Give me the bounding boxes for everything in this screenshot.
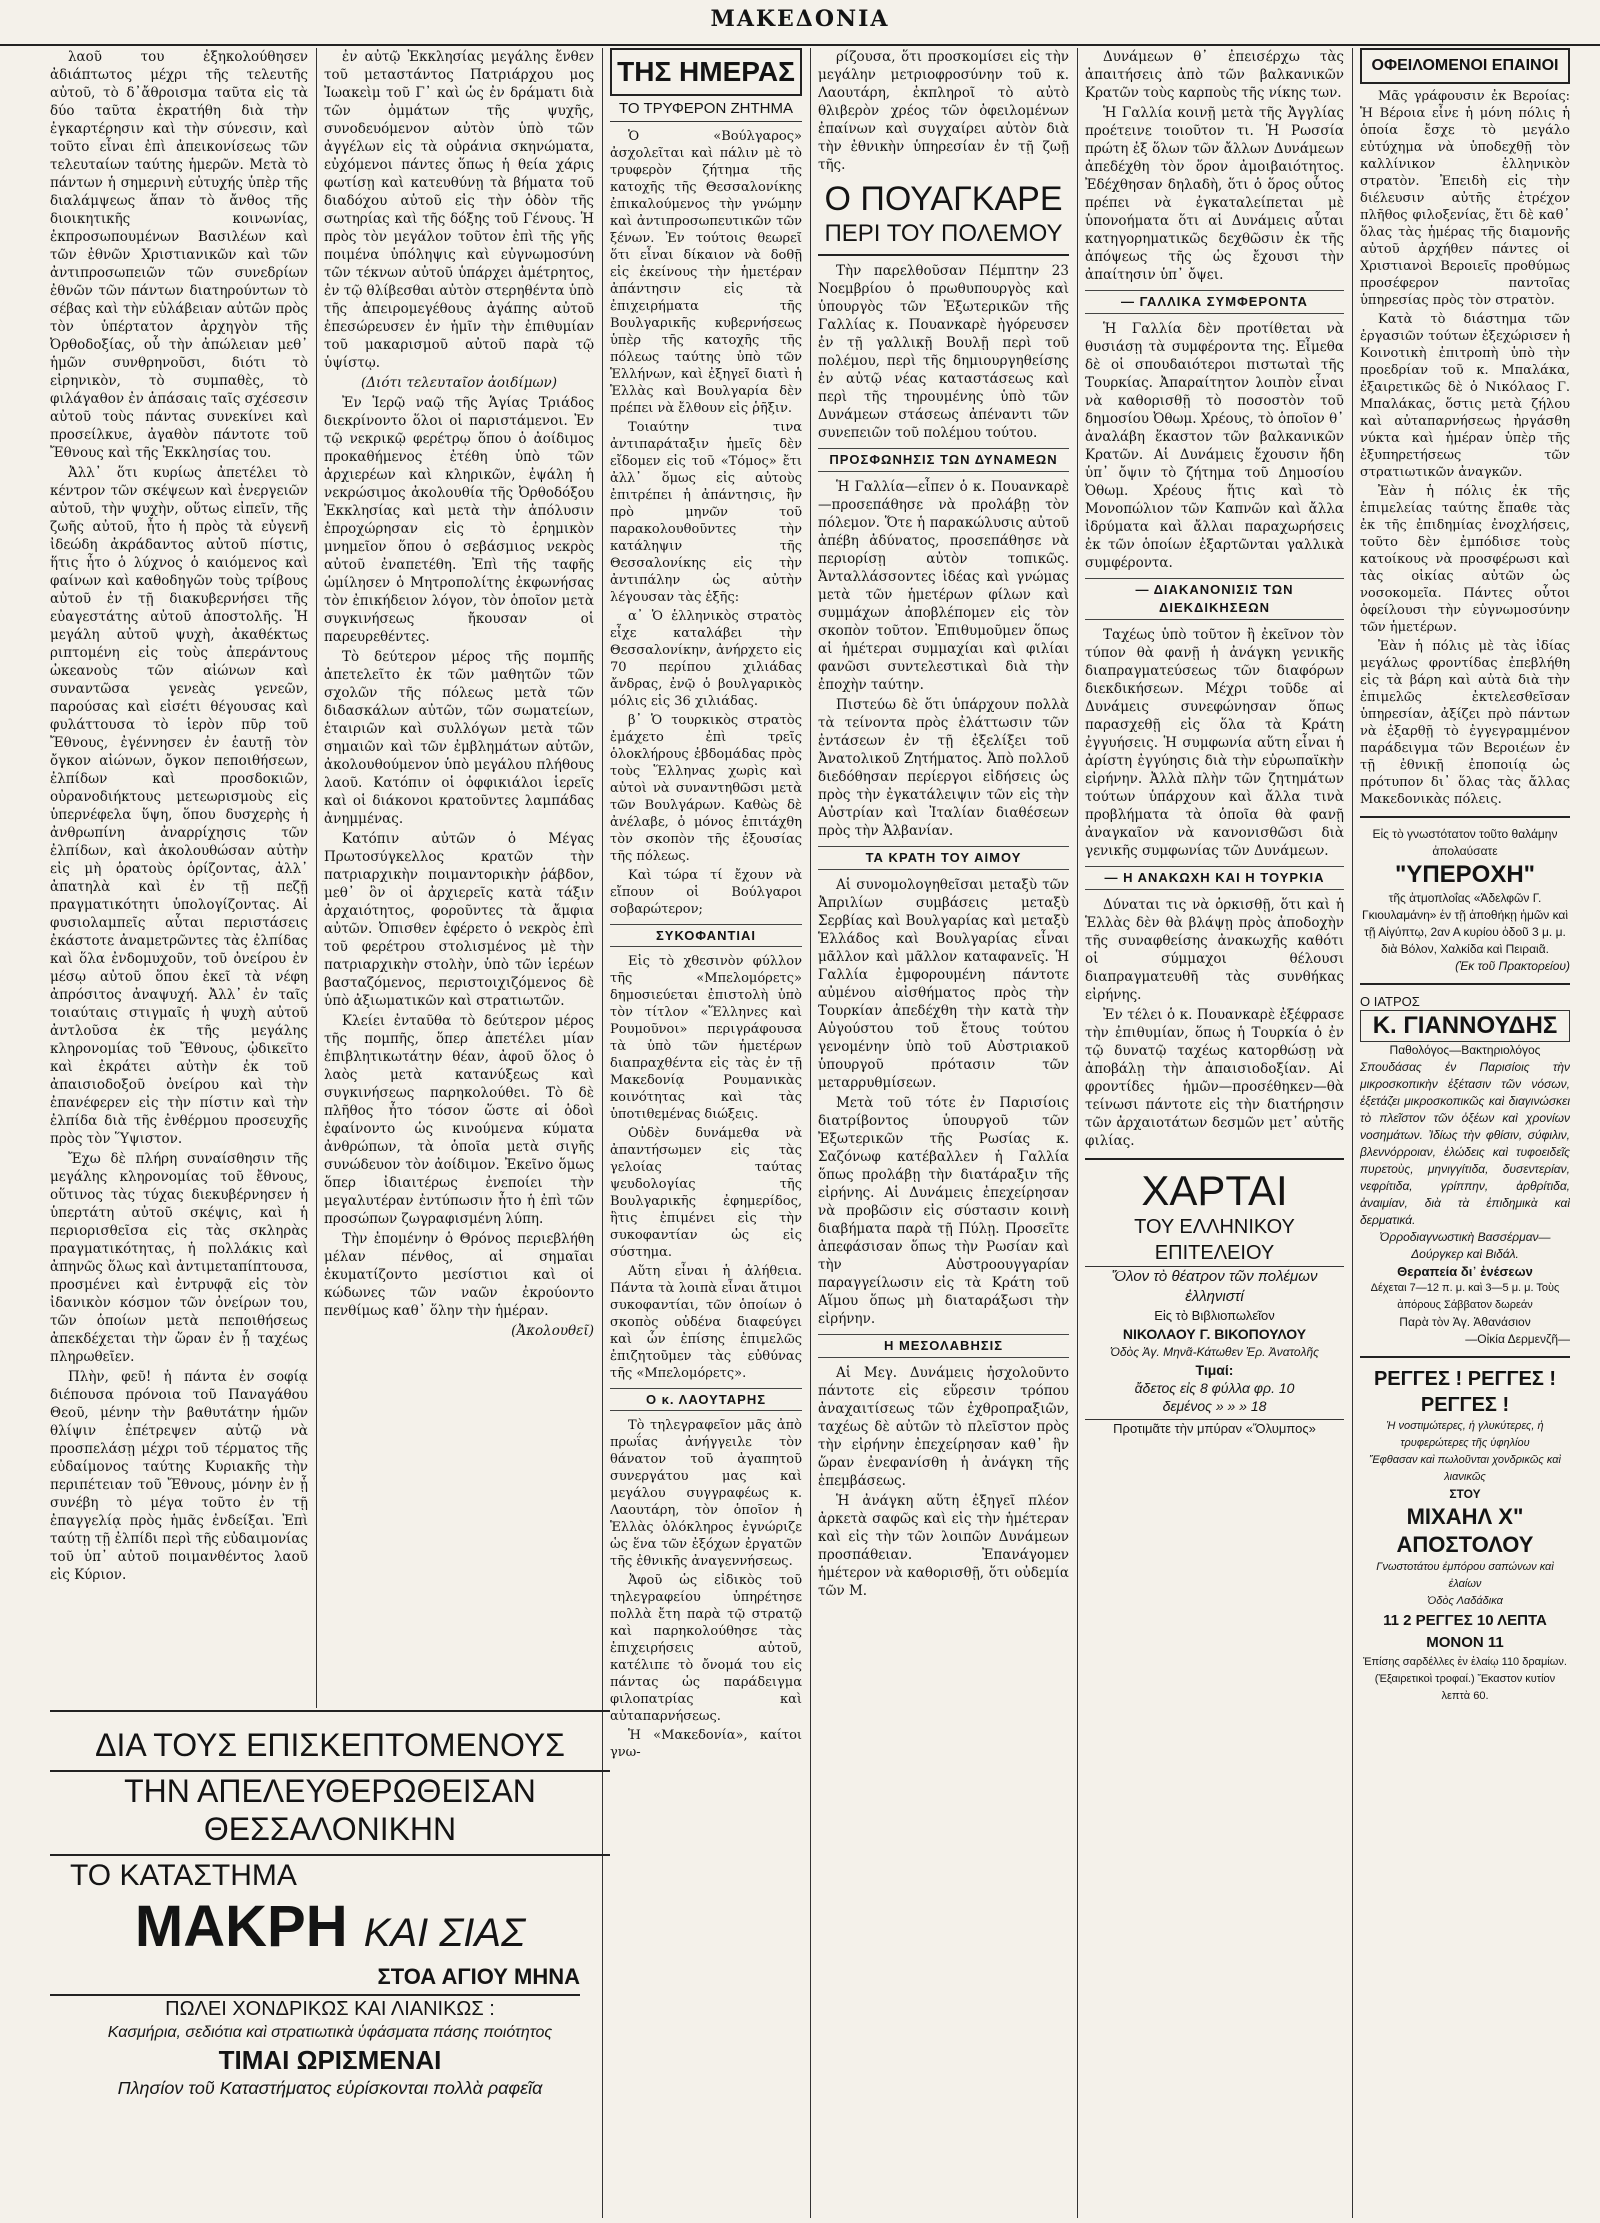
article-paragraph: α᾽ Ὁ ἑλληνικὸς στρατὸς εἶχε καταλάβει τὴν Θεσσαλονίκην, ἀνήρχετο εἰς 70 περίπου χιλιάδας ἄνδρας, ἐνῷ ὁ βουλγαρικὸς μόλις εἰς 36 χιλιάδας. bbox=[610, 609, 802, 709]
article-paragraph: Τοιαύτην τινα ἀντιπαράταξιν ἡμεῖς δὲν εἴδομεν εἰς τοῦ «Τόμος» ἔτι ἀλλ᾽ ὅμως εἰς αὐτοὺς ἐπιτρέπει ἡ ἀπάντησις, ἣν πρὸ μηνῶν τοῦ παρακολουθοῦντες τὴν κατάληψιν τῆς Θεσσαλονίκης εἰς τὴν ἀντιπάλην ὡς αὐτὴν λέγουσαν τὰς ἑξῆς: bbox=[610, 420, 802, 605]
notice-signature: (Ἐκ τοῦ Πρακτορείου) bbox=[1455, 959, 1570, 973]
divider bbox=[1085, 1158, 1344, 1160]
column-1-article bbox=[50, 48, 308, 1708]
section-heading: Ο κ. ΛΑΟΥΤΑΡΗΣ bbox=[610, 1388, 802, 1411]
divider bbox=[1360, 1356, 1570, 1358]
continued-note: (Ἀκολουθεῖ) bbox=[511, 1323, 594, 1339]
article-paragraph: Ἔχω δὲ πλήρη συναίσθησιν τῆς μεγάλης κληρονομίας τοῦ ἔθνους, οὕτινος τὰς τύχας διεκυβέρνησεν ἡ ὑπερτάτη αὐτοῦ σκέψις, καὶ ἡ περιορισθεῖσα εἰς τὰς σκληρὰς πραγματικότητας, ἡ πολλάκις καὶ ἀπηνῶς ὅλως καὶ ἀντιμεταπίπτουσα, προσμένει καὶ ἐντρυφᾷ εἰς τὸν ἰδανικὸν κόσμον τῶν ὀνείρων του, τῶν ὁποίων μετὰ πεποιθήσεως ἀπεκδέχεται τὴν ὥραν ἐν ᾗ ταχέως πληρωθεῖεν. bbox=[50, 1151, 308, 1365]
article-paragraph: Ὁ «Βούλγαρος» ἀσχολεῖται καὶ πάλιν μὲ τὸ τρυφερὸν ζήτημα τῆς κατοχῆς τῆς Θεσσαλονίκης ἐπικαλούμενος τὴν γνώμην καὶ ἀντιπροσωπευτικῶν τῶν ξένων. Ἐν τούτοις θεωρεῖ ὅτι εἶναι δίκαιον νὰ δοθῇ εἰς ἐκείνους τὴν ἡμετέραν ἀπάντησιν εἰς τὰ ἐπιχειρήματα τῆς Βουλγαρικῆς κυβερνήσεως ὑπὲρ τῆς κατοχῆς τῆς πόλεως ταύτης ὑπὸ τῶν Ἑλλήνων, καὶ ἐξηγεῖ διατὶ ἡ Ἑλλὰς καὶ Βουλγαρία δὲν πρέπει νὰ ἔλθουν εἰς ῥῆξιν. bbox=[610, 129, 802, 416]
article-paragraph: Ἐν τέλει ὁ κ. Πουανκαρὲ ἐξέφρασε τὴν ἐπιθυμίαν, ὅπως ἡ Τουρκία ὁ ἐν τῷ δυνατῷ ταχέως κατορθώσῃ νὰ ἀποβάλῃ τὴν ἀπαισιοδοξίαν. Αἱ φροντίδες ἡμῶν—προσέθηκεν—θὰ τείνωσι πάντοτε εἰς τὴν διατήρησιν τῶν ἀρχαιοτάτων δεσμῶν μετ᾽ αὐτῆς φιλίας. bbox=[1085, 1007, 1344, 1149]
article-paragraph: λαοῦ του ἐξηκολούθησεν ἀδιάπτωτος μέχρι τῆς τελευτῆς αὐτοῦ, τὸ δ᾽ἄθροισμα ταῦτα εἰς τὰ δύο ταῦτα ἐκρατήθη διὰ τὴν ἐγκαρτέρησιν καὶ τὴν σύνεσιν, καὶ τοῦτο εἶναι ἐπὶ ἀπεικονίσεως τῶν τελευταίων ταύτης ἡμερῶν. Μετὰ τὸ πάντων ἡ σημερινὴ εὐτυχής ὑπὲρ τῆς διαλάμψεως ἅπαν τὸ ἄνθος τῆς διοικητικῆς κοινωνίας, ἐκπροσωπουμένων Βασιλέων καὶ τῶν ἐθνῶν Χριστιανικῶν καὶ τῶν ἀντιπροσωπειῶν τῶν συνεδρίων ἐθνῶν τῶν πάντων διατηρούντων τὸ σέβας καὶ τὴν εὐλάβειαν αὐτῶν πρὸς τὸν ὑπέρτατον ἀρχηγὸν τῆς Ὀρθοδοξίας, οὗ τὴν ἀπώλειαν μεθ᾽ ἡμῶν συνθρηνοῦσι, διότι τὸ εἰρηνικὸν, τὸ συμπαθὲς, τὸ φιλάγαθον ἐν ἁπάσαις ταῖς σχέσεσιν αὐτοῦ τοὺς πάντας συνεκίνει καὶ προσείλκυε, ἀγαθὸν πάντοτε τοῦ Ἔθνους καὶ τῆς Ἐκκλησίας του. bbox=[50, 49, 308, 461]
article-paragraph: Ἐὰν ἡ πόλις ἐκ τῆς ἐπιμελείας ταύτης ἔπαθε τὰς ἐκ τῆς ἐπιδημίας ἐνοχλήσεις, τοῦτο δὲν ἐμπόδισε τοὺς κατοίκους νὰ προσφέρωσι καὶ τὰς οἰκίας αὐτῶν ὡς νοσοκομεῖα. Πάντες οὗτοι ὀφείλουσι τὴν εὐγνωμοσύνην τῶν ἡμετέρων. bbox=[1360, 484, 1570, 635]
advert-address: ΣΤΟΑ ΑΓΙΟΥ ΜΗΝΑ bbox=[50, 1964, 580, 1996]
column-4-article bbox=[818, 48, 1069, 2218]
section-heading: ΤΑ ΚΡΑΤΗ ΤΟΥ ΑΙΜΟΥ bbox=[818, 846, 1069, 870]
article-paragraph: Ταχέως ὑπὸ τοῦτον ἢ ἐκεῖνον τὸν τύπον θὰ φανῇ ἡ ἀνάγκη γενικῆς διαπραγματεύσεως τῶν διαφόρων διεκδικήσεων. Μέχρι τοῦδε αἱ Δυνάμεις συνεφώνησαν ὅπως παρασχεθῇ εἰς ὅλα τὰ Κράτη ἐγγυήσεις. Ἡ συμφωνία αὕτη εἶναι ἡ ἀρίστη ἐγγύησις διὰ τὴν εὐρωπαϊκὴν εἰρήνην. Ἀλλὰ πλὴν τῶν ζητημάτων τούτων ὑπάρχουν καὶ ἄλλα τινὰ προβλήματα τὰ ὁποῖα θὰ φανῇ ἀναγκαῖον νὰ κανονισθῶσι διὰ γενικῆς συμφωνίας τῶν Δυνάμεων. bbox=[1085, 627, 1344, 859]
divider bbox=[1360, 983, 1570, 985]
article-paragraph: Ἡ ἀνάγκη αὕτη ἐξηγεῖ πλέον ἀρκετὰ σαφῶς καὶ εἰς τὴν ἡμέτεραν καὶ εἰς τὴν τῶν λοιπῶν Δυνάμεων προσπάθειαν. Ἐπανάγομεν ἡμέτερον νὰ καθορισθῇ, ὅτι οὐδεμία τῶν Μ. bbox=[818, 1493, 1069, 1599]
doctor-specialty: Παθολόγος—Βακτηριολόγος bbox=[1389, 1043, 1541, 1057]
article-paragraph: β᾽ Ὁ τουρκικὸς στρατὸς ἐμάχετο ἐπὶ τρεῖς ὁλοκλήρους ἑβδομάδας πρὸς τοὺς Ἕλληνας χωρὶς καὶ αὐτοὶ νὰ συναντηθῶσι μετὰ τῶν Βουλγάρων. Καθὼς δὲ ἀνέλαβε, ὁ μόνος ἐπιτάχθη τὸν σκοπὸν τῆς ἐξουσίας τῆς πόλεως. bbox=[610, 713, 802, 864]
article-paragraph: Ἐὰν ἡ πόλις μὲ τὰς ἰδίας μεγάλως φροντίδας ἐπεβλήθη εἰς τὰ βάρη καὶ αὐτὰ διὰ τὴν ἐπιμελῶς ἐκτελεσθεῖσαν ὑπηρεσίαν, ἀξίζει πρὸ πάντων νὰ ἐξαρθῇ τὸ ἐγγεγραμμένον παράδειγμα τῶν Βεροιέων ἐν τῇ ἐθνικῇ ἐποποιίᾳ ὡς πρότυπον δι᾽ ὅλας τὰς ἄλλας Μακεδονικὰς πόλεις. bbox=[1360, 639, 1570, 807]
doctor-name: Κ. ΓΙΑΝΝΟΥΔΗΣ bbox=[1360, 1010, 1570, 1042]
article-paragraph: Μετὰ τοῦ τότε ἐν Παρισίοις διατρίβοντος ὑπουργοῦ τῶν Ἐξωτερικῶν τῆς Ρωσίας κ. Σαζόνωφ κατέβαλλεν ἡ Γαλλία ὅπως προλάβῃ τὴν διατάραξιν τῆς εἰρήνης. Αἱ Δυνάμεις ἐπεχείρησαν νὰ προβῶσιν εἰς σύστασιν κοινὴ διαβήματα παρὰ τῇ Πύλῃ. Προσεῖτε ἀπεφάσισαν ὅπως τὴν Ρωσίαν καὶ τὴν Αὐστροουγγαρίαν παραγγείλωσιν εἰς τὰ Κράτη τοῦ Αἵμου ὅπως μὴ διαταράξωσι τὴν εἰρήνην. bbox=[818, 1095, 1069, 1327]
headline: Ο ΠΟΥΑΓΚΑΡΕ bbox=[824, 180, 1063, 218]
section-heading: — Η ΑΝΑΚΩΧΗ ΚΑΙ Η ΤΟΥΡΚΙΑ bbox=[1085, 866, 1344, 890]
advert-line: ΤΙΜΑΙ ΩΡΙΣΜΕΝΑΙ bbox=[218, 2045, 442, 2075]
section-heading: Η ΜΕΣΟΛΑΒΗΣΙΣ bbox=[818, 1334, 1069, 1358]
advert-line: ΤΟ ΚΑΤΑΣΤΗΜΑ bbox=[70, 1859, 297, 1892]
doctor-address: —Οἰκία Δερμενζῆ— bbox=[1465, 1332, 1570, 1346]
advert-line: Γνωστοτάτου ἐμπόρου σαπώνων καὶ ἐλαίων bbox=[1376, 1561, 1554, 1590]
advert-store-name bbox=[50, 1896, 610, 1964]
ship-notice bbox=[1360, 826, 1570, 975]
doctor-advert bbox=[1360, 993, 1570, 1348]
store-name-suffix: ΚΑΙ ΣΙΑΣ bbox=[363, 1911, 526, 1955]
article-paragraph: Εἰς τὸ χθεσινὸν φύλλον τῆς «Μπελομόρετς» δημοσιεύεται ἐπιστολὴ ὑπὸ τὸν τίτλον «Ἕλληνες καὶ Ρουμοῦνοι» περιγράφουσα τὰ ὑπὸ τῶν ἡμετέρων διαπραχθέντα εἰς τὰς ἐν τῇ Μακεδονίᾳ Ρουμανικὰς κοινότητας καὶ τὰς ὑποτιθεμένας διώξεις. bbox=[610, 954, 802, 1122]
advert-line: Προτιμᾶτε τὴν μπύραν «Ὄλυμπος» bbox=[1085, 1419, 1344, 1438]
advert-line: Ἐπίσης σαρδέλλες ἐν ἐλαίῳ 110 δραμίων. (Ἐξαιρετικοὶ τροφαί.) Ἕκαστον κυτίον λεπτὰ 60. bbox=[1363, 1656, 1567, 1702]
section-box-title: ΟΦΕΙΛΟΜΕΝΟΙ ΕΠΑΙΝΟΙ bbox=[1360, 48, 1570, 84]
article-paragraph: Κλείει ἐνταῦθα τὸ δεύτερον μέρος τῆς πομπῆς, ὅπερ ἀπετέλει μίαν ἐπιβλητικωτάτην θέαν, ἀφοῦ ὅλος ὁ λαὸς μετὰ κατανύξεως καὶ συγκινήσεως παρηκολούθει. Τὸ δὲ πλῆθος ἦτο τόσον ὥστε αἱ ὁδοὶ ἐφαίνοντο ὡς κινούμενα κύματα ἀνθρώπων, τὰ ὁποῖα μετὰ σιγῆς συνώδευον τὸν ἀοίδιμον. Ἐκεῖνο ὅμως ὅπερ ἰδιαιτέρως ἐνεποίει τὴν μεγαλυτέραν ἐντύπωσιν ἦτο ἡ ἐπὶ τῶν προσώπων ζωγραφισμένη λύπη. bbox=[324, 1013, 594, 1227]
divider bbox=[1360, 816, 1570, 818]
article-paragraph: Ἀλλ᾽ ὅτι κυρίως ἀπετέλει τὸ κέντρον τῶν σκέψεων καὶ ἐνεργειῶν αὐτοῦ, τὴν ψυχὴν, οὕτως εἰπεῖν, τῆς ζωῆς αὐτοῦ, ἦτο ἡ πρὸς τὰ εὐγενῆ ἰδεώδη ἀκράδαντος αὐτοῦ πίστις, ἥτις ἦτο ὁ λύχνος ὁ καιόμενος καὶ φαίνων καὶ καθοδηγῶν τοὺς τρίβους αὐτοῦ ἐν τῇ διακυβερνήσει τῆς εὐαγεστάτης αὐτοῦ ἀποστολῆς. Ἡ μεγάλη αὐτοῦ ψυχὴ, ἀκαθέκτως ριπτομένη εἰς τοὺς ἀπεράντους ὠκεανοὺς τῶν αἰώνων καὶ συναντῶσα γενεὰς γενεῶν, παρούσας καὶ εἰσέτι θέγουσας καὶ φυλάττουσα τὸ ἱερὸν πῦρ τοῦ Ἔθνους, ἐγέννησεν ἐν ἑαυτῇ τὸν ὄγκον αἰώνων, ὄγκον πεποιθήσεων, ἐλπίδων καὶ προσδοκιῶν, οὐρανοδιήκτους μετεωρισμοὺς εἰς ὑπερνέφελα ὕψη, ὅπου δυσχερὴς ἡ ἀνθρωπίνη ἀναρρίχησις τῶν ἐλπίδων, καὶ ἀκολουθώσαν αὐτὴν εἰς μὴ ὁρατοὺς ὁρίζοντας, ἀλλ᾽ ἀπατηλὰ καὶ ἐν τῇ πεζῇ πραγματικότητι ὑπολογίζοντας. Αἱ φυσιολαμπεῖς αὗται περιστάσεις ἐκάστοτε ἀναμετρῶντες τὰς ἐλπίδας καὶ ὅλα ἐνδομυχοῦν, τοῦ ὀνείρου ἐν μέσῳ αὐτοῦ ὅπου ἐκεῖ τὰ νέφη ἀπρόσιτος ἀναψυχή. Ἀλλ᾽ ἐν ταῖς τοιαύταις στιγμαῖς ἡ ψυχὴ αὐτοῦ ἀντλοῦσα ἐκ τῆς μεγάλης κληρονομίας τοῦ Ἔθνους, ᾠδικεῖτο καὶ ἐκράτει αὐτὴν ἐκ τοῦ ἀπαισιοδοξοῦ ὀνείρου καὶ τὴν ἐπανέφερεν εἰς τὴν πίστιν καὶ τὴν ἐλπίδα διὰ τῆς ἐνθέρμου προσευχῆς πρὸς τὸν Ὕψιστον. bbox=[50, 465, 308, 1147]
advert-line: Κασμήρια, σεδιότια καὶ στρατιωτικὰ ὑφάσματα πάσης ποιότητος bbox=[107, 2024, 553, 2041]
advert-line: Ἡ νοστιμώτερες, ἡ γλυκύτερες, ἡ τρυφερώτερες τῆς ὑφηλίου bbox=[1386, 1420, 1544, 1449]
article-paragraph: Δύναται τις νὰ ὁρκισθῇ, ὅτι καὶ ἡ Ἑλλὰς δὲν θὰ βλάψῃ πρὸς ἀποδοχὴν τῆς συναφθείσης ἀνακωχῆς καθότι οἱ σύμμαχοι θέλουσι διαπραγματευθῆ τὰς συνθήκας εἰρήνης. bbox=[1085, 897, 1344, 1003]
advert-line: ἄδετος εἰς 8 φύλλα φρ. 10 bbox=[1134, 1380, 1295, 1396]
notice-line: Εἰς τὸ γνωστότατον τοῦτο θαλάμην ἀπολαύσατε bbox=[1372, 827, 1558, 858]
article-paragraph: Μᾶς γράφουσιν ἐκ Βεροίας: Ἡ Βέροια εἶνε ἡ μόνη πόλις ἡ ὁποία ἔσχε τὸ μεγάλο εὐτύχημα νὰ ὑποδεχθῇ τὸν καλλίνικον ἑλληνικὸν στρατὸν. Ἐπειδὴ εἰς τὴν διέλευσιν αὐτῆς ἐτρέχον πλῆθος φιλοξενίας, ἔτι δὲ καθ᾽ ὅλας τὰς ἡμέρας τῆς διαμονῆς αὐτοῦ ἀρχήθεν πάντες οἱ Χριστιανοὶ Βεροιεῖς προθύμως προσέφερον παντοῖας ὑπηρεσίας πρὸς τὸν στρατὸν. bbox=[1360, 89, 1570, 308]
article-paragraph: Ἐν Ἱερῷ ναῷ τῆς Ἁγίας Τριάδος διεκρίνοντο ὅλοι οἱ παριστάμενοι. Ἐν τῷ νεκρικῷ φερέτρῳ ὅπου ὁ ἀοίδιμος προκαθήμενος ἐτέθη ὑπὸ τῶν ἀρχιερέων καὶ κληρικῶν, ἐψάλη ἡ νεκρώσιμος ἀκολουθία τῆς Ὀρθοδόξου Ἐκκλησίας καὶ μετὰ τὴν ἀπόλυσιν ἐπροχώρησαν εἰς τὸ ἐρημικὸν μνημεῖον ὅπου ὁ σεβάσμιος νεκρὸς αὐτοῦ ἐναπετέθη. Ἐπὶ τῆς ταφῆς ὡμίλησεν ὁ Μητροπολίτης ἐκφωνήσας τὸν ἐπικήδειον λόγον, τὸν ὁποῖον μετὰ συγκινήσεως ἤκουσαν οἱ παρευρεθέντες. bbox=[324, 395, 594, 645]
advert-line: Ὅλον τὸ θέατρον τῶν πολέμων ἐλληνιστί bbox=[1111, 1268, 1318, 1305]
column-rule bbox=[810, 48, 811, 2218]
herring-advert bbox=[1360, 1366, 1570, 1705]
makri-store-advert bbox=[50, 1710, 610, 2152]
advert-line: Εἰς τὸ Βιβλιοπωλεῖον bbox=[1154, 1308, 1275, 1323]
column-5-article bbox=[1085, 48, 1344, 2218]
column-rule bbox=[316, 48, 317, 1708]
column-6-article bbox=[1360, 48, 1570, 2218]
article-paragraph: Οὐδὲν δυνάμεθα νὰ ἀπαντήσωμεν εἰς τὰς γελοίας ταύτας ψευδολογίας τῆς Βουλγαρικῆς ἐφημερίδος, ἣτις ἐπιμένει εἰς τὴν συκοφαντίαν ὡς εἰς σύστημα. bbox=[610, 1126, 802, 1260]
article-paragraph: Πιστεύω δὲ ὅτι ὑπάρχουν πολλὰ τὰ τείνοντα πρὸς ἐλάττωσιν τῶν ἐντάσεων ἐν τῇ ἐξελίξει τοῦ Ἀνατολικοῦ Ζητήματος. Ἀπὸ πολλοῦ διεδόθησαν περίεργοι εἰδήσεις ὡς πρὸς τὴν ἐγκατάλειψιν τῶν εἰς τὴν Αὐστρίαν καὶ Ἰταλίαν διαθέσεων πρὸς τὴν Ἀλβανίαν. bbox=[818, 697, 1069, 839]
advert-line: ΔΙΑ ΤΟΥΣ ΕΠΙΣΚΕΠΤΟΜΕΝΟΥΣ bbox=[50, 1726, 610, 1772]
column-2-article bbox=[324, 48, 594, 1708]
article-paragraph: Τὴν παρελθοῦσαν Πέμπτην 23 Νοεμβρίου ὁ πρωθυπουργὸς καὶ ὑπουργὸς τῶν Ἐξωτερικῶν τῆς Γαλλίας κ. Πουανκαρὲ ἠγόρευσεν ἐν τῇ γαλλικῇ Βουλῇ περὶ τοῦ πολέμου, περὶ τῆς δημιουργηθείσης ἐν αὐτῷ νέας καταστάσεως καὶ περὶ τῆς τηρουμένης ὑπὸ τῶν Δυνάμεων στάσεως ἀπέναντι τῶν συνεπειῶν τοῦ πολέμου τούτου. bbox=[818, 263, 1069, 441]
section-heading: ΣΥΚΟΦΑΝΤΙΑΙ bbox=[610, 924, 802, 947]
store-name: ΜΑΚΡΗ bbox=[134, 1894, 348, 1959]
merchant-name: ΜΙΧΑΗΛ Χ" ΑΠΟΣΤΟΛΟΥ bbox=[1396, 1504, 1534, 1557]
advert-line: ΠΩΛΕΙ ΧΟΝΔΡΙΚΩΣ ΚΑΙ ΛΙΑΝΙΚΩΣ : bbox=[165, 1998, 495, 2020]
section-heading: — ΓΑΛΛΙΚΑ ΣΥΜΦΕΡΟΝΤΑ bbox=[1085, 290, 1344, 314]
section-heading: ΠΡΟΣΦΩΝΗΣΙΣ ΤΩΝ ΔΥΝΑΜΕΩΝ bbox=[818, 448, 1069, 472]
section-subtitle: ΤΟ ΤΡΥΦΕΡΟΝ ΖΗΤΗΜΑ bbox=[610, 100, 802, 122]
advert-line: Πλησίον τοῦ Καταστήματος εὑρίσκονται πολλὰ ραφεῖα bbox=[117, 2078, 543, 2098]
article-paragraph: Ἡ Γαλλία κοινῇ μετὰ τῆς Ἀγγλίας προέτεινε τοιοῦτον τι. Ἡ Ρωσσία πρώτη ἐξ ὅλων τῶν ἄλλων Δυνάμεων ἀπεδέχθη τὸν ὅρον ἀμοιβαιότητος. Ἐδέχθησαν δηλαδὴ, ὅτι ὁ ὅρος οὗτος πρέπει νὰ ἐγκαταλείπεται μὲ ὑπονοήματα ὅτι αἱ Δυνάμεις αὗται κατηγορηματικῶς δεχθῶσιν ἐκ τῆς ἀπόψεως τῆς ὡς ἔχουσι τὴν ἀπαίτησιν ὑπ᾽ ὄψει. bbox=[1085, 105, 1344, 283]
advert-line: Ἔφθασαν καὶ πωλοῦνται χονδρικῶς καὶ λιανικῶς bbox=[1369, 1454, 1561, 1483]
newspaper-masthead bbox=[0, 0, 1600, 46]
doctor-text: Σπουδάσας ἐν Παρισίοις τὴν μικροσκοπικὴν ἐξέτασιν τῶν νόσων, ἐξετάζει μικροσκοπικῶς καὶ διαγινώσκει τὸ πλεῖστον τῶν ὀξέων καὶ χρονίων νοσημάτων. Ἰδίως τὴν φθίσιν, σύφιλιν, βλεννόρροιαν, ἑλώδεις καὶ τυφοειδεῖς πυρετοὺς, μηνιγγίτιδα, δυσεντερίαν, νεφρίτιδα, γρίππην, ἀρθρίτιδα, ἀναιμίαν, διὰ τὰ ἐπιδημικὰ καὶ δερματικά. bbox=[1360, 1060, 1570, 1227]
headline-subtitle: ΠΕΡΙ ΤΟΥ ΠΟΛΕΜΟΥ bbox=[818, 220, 1069, 256]
masthead-title: ΜΑΚΕΔΟΝΙΑ bbox=[710, 6, 890, 32]
advert-line: δεμένος » » » 18 bbox=[1162, 1398, 1267, 1414]
section-box-title: ΤΗΣ ΗΜΕΡΑΣ bbox=[610, 48, 802, 96]
ship-name: "ΥΠΕΡΟΧΗ" bbox=[1394, 861, 1536, 888]
advert-line: Ὁδὸς Λαδάδικα bbox=[1427, 1595, 1503, 1607]
article-paragraph: Ἡ Γαλλία—εἶπεν ὁ κ. Πουανκαρὲ—προσεπάθησε νὰ προλάβῃ τὸν πόλεμον. Ὅτε ἡ παρακώλυσις αὐτοῦ ἀπέβη ἀδύνατος, προσεπάθησε νὰ περιορίσῃ αὐτὸν τοπικῶς. Ἀνταλλάσσοντες ἰδέας καὶ γνώμας μετὰ τῶν ἡμετέρων φίλων καὶ συμμάχων ἀποβλέπομεν εἰς τὸν σκοπὸν τοῦτον. Ἐπιθυμοῦμεν ὅπως αἱ ἡμέτεραι συμμαχίαι καὶ φιλίαι φανῶσι συντελεστικαὶ διὰ τὴν ἐποχὴν ταύτην. bbox=[818, 479, 1069, 693]
column-rule bbox=[1352, 48, 1353, 2218]
maps-advert bbox=[1085, 1168, 1344, 1438]
advert-title: ΧΑΡΤΑΙ bbox=[1141, 1167, 1288, 1214]
article-paragraph: Κατόπιν αὐτῶν ὁ Μέγας Πρωτοσύγκελλος κρατῶν τὴν πατριαρχικὴν ποιμαντορικὴν ῥάβδον, μεθ᾽ ὃν οἱ ἀρχιερεῖς κατὰ τάξιν ἀρχαιότητος, φοροῦντες τὰ ἄμφια αὐτῶν. Ὀπισθεν ἐφέρετο ὁ νεκρὸς ἐπὶ τοῦ φερέτρου στολισμένος μὲ τὴν πατριαρχικὴν στολὴν, ὑπὸ τῶν ἱερέων βασταζόμενος, περιστοιχιζόμενος δὲ ὑπὸ ἀξιωματικῶν καὶ στρατιωτῶν. bbox=[324, 831, 594, 1009]
article-paragraph: ρίζουσα, ὅτι προσκομίσει εἰς τὴν μεγάλην μετριοφροσύνην τοῦ κ. Λαουτάρη, ἐκπληροῖ τὸ αὐτὸ θλιβερὸν χρέος τῶν ὀφειλομένων ἐπαίνων καὶ συγχαίρει αὐτὸν διὰ τὴν ἐθνικὴν ὑπηρεσίαν ἐν τῇ ζωῇ τῆς. bbox=[818, 49, 1069, 173]
article-paragraph: Τὸ τηλεγραφεῖον μᾶς ἀπὸ πρωΐας ἀνήγγειλε τὸν θάνατον τοῦ ἀγαπητοῦ συνεργάτου μας καὶ μεγάλου συγγραφέως κ. Λαουτάρη, τὸν ὁποῖον ἡ Ἑλλὰς ὁλόκληρος ἐγνώριζε ὡς ἕνα τῶν ἐξόχων ἐργατῶν τῆς ἐθνικῆς ἀναγεννήσεως. bbox=[610, 1418, 802, 1569]
article-paragraph: Τὴν ἐπομένην ὁ Θρόνος περιεβλήθη μέλαν πένθος, αἱ σημαῖαι ἐκυματίζοντο μεσίστιοι καὶ οἱ κώδωνες τῶν ναῶν ἐκρούοντο πενθίμως καθ᾽ ὅλην τὴν ἡμέραν. bbox=[324, 1231, 594, 1319]
article-paragraph: Αἱ συνομολογηθεῖσαι μεταξὺ τῶν Ἀπριλίων συμβάσεις μεταξὺ Σερβίας καὶ Βουλγαρίας καὶ μεταξὺ Ἑλλάδος καὶ Βουλγαρίας εἶναι μᾶλλον καὶ μᾶλλον καταφανεῖς. Ἡ Γαλλία ἐμφορουμένη πάντοτε αὐμένου αἰσθήματος πρὸς τὴν Τουρκίαν ἀπεδέχθη τὴν κατὰ τὴν Αὐγούστου τοῦ ἔτους τούτου γενομένην ὑπὸ τοῦ Αὐστριακοῦ ὑπουργοῦ πρότασιν τῶν μεταρρυθμίσεων. bbox=[818, 877, 1069, 1091]
column-3-article bbox=[610, 48, 802, 2218]
column-rule bbox=[1077, 48, 1078, 2218]
advert-line: Τιμαί: bbox=[1195, 1362, 1234, 1378]
article-paragraph: Αὕτη εἶναι ἡ ἀλήθεια. Πάντα τὰ λοιπὰ εἶναι ἄτιμοι συκοφαντίαι, τῶν ὁποίων ὁ σκοπὸς οὐδένα διαφεύγει καὶ ὧν ἐπίσης ἐπιμελῶς ἐπιζητοῦμεν τὰς εὐθύνας τῆς «Μπελομόρετς». bbox=[610, 1264, 802, 1381]
article-paragraph: Ἀφοῦ ὡς εἰδικὸς τοῦ τηλεγραφείου ὑπηρέτησε πολλὰ ἔτη παρὰ τῷ στρατῷ καὶ παρηκολούθησε τὰς ἐπιχειρήσεις αὐτοῦ, κατέλιπε τὸ ὄνομά του εἰς πάντας ὡς παράδειγμα φιλοπατρίας καὶ αὐταπαρνήσεως. bbox=[610, 1573, 802, 1724]
doctor-address: Παρὰ τὸν Ἁγ. Ἀθανάσιον bbox=[1399, 1315, 1531, 1329]
doctor-line: Θεραπεία δι᾽ ἐνέσεων bbox=[1397, 1264, 1533, 1279]
advert-line: ΝΙΚΟΛΑΟΥ Γ. ΒΙΚΟΠΟΥΛΟΥ bbox=[1122, 1326, 1307, 1342]
article-subheading: (Διότι τελευταῖον ἀοιδίμων) bbox=[361, 375, 557, 391]
advert-title: ΡΕΓΓΕΣ ! ΡΕΓΓΕΣ ! ΡΕΓΓΕΣ ! bbox=[1373, 1368, 1557, 1416]
article-paragraph: Κατὰ τὸ διάστημα τῶν ἐργασιῶν τούτων ἐξεχώρισεν ἡ Κοινοτικὴ ἐπιτροπὴ ὑπὸ τὴν προεδρίαν τοῦ κ. Μπαλάκα, ἐξαιρετικῶς δὲ ὁ Νικόλαος Γ. Μπαλάκας, ὅστις μετὰ ζήλου καὶ αὐταπαρνήσεως ἠργάσθη νύκτα καὶ ἡμέραν ὑπὲρ τῆς ἐξυπηρετήσεως τῶν στρατιωτικῶν ἀναγκῶν. bbox=[1360, 312, 1570, 480]
article-paragraph: Πλὴν, φεῦ! ἡ πάντα ἐν σοφίᾳ διέπουσα πρόνοια τοῦ Παναγάθου Θεοῦ, μένην τὴν βαθυτάτην ἡμῶν θλίψιν ἐπέτρεψεν αὐτῷ νὰ προσπελάσῃ μέχρι τοῦ τέρματος τῆς εὐδαίμονος ταύτης Κυριακῆς τὴν περιπέτειαν τοῦ Ἔθνους, μόνην ἐν ᾗ συνέβη τὸ μέγα τοῦτο ἐν τῇ ἐπαγγελίᾳ πρὸς ἡμᾶς ἐνδείξαι. Ἐπὶ ταύτῃ τῇ ἐλπίδι περὶ τῆς εὐδαιμονίας τοῦ ὑπ᾽ αὐτοῦ ποιμανθέντος λαοῦ εἰς Κύριον. bbox=[50, 1369, 308, 1583]
article-paragraph: Καὶ τώρα τί ἔχουν νὰ εἴπουν οἱ Βούλγαροι σοβαρώτερον; bbox=[610, 868, 802, 917]
doctor-hours: Δέχεται 7—12 π. μ. καὶ 3—5 μ. μ. Τοὺς ἀπόρους Σάββατον δωρεάν bbox=[1370, 1282, 1560, 1311]
advert-line: ΤΗΝ ΑΠΕΛΕΥΘΕΡΩΘΕΙΣΑΝ ΘΕΣΣΑΛΟΝΙΚΗΝ bbox=[50, 1772, 610, 1856]
advert-line: ΣΤΟΥ bbox=[1449, 1487, 1481, 1501]
advert-line: Ὁδὸς Ἁγ. Μηνᾶ-Κάτωθεν Ἑρ. Ἀνατολῆς bbox=[1109, 1345, 1320, 1359]
notice-line: τῆς ἀτμοπλοΐας «Ἀδελφῶν Γ. Γκιουλαμάνη» ἐν τῇ ἀποθήκῃ ἡμῶν καὶ τῇ Αἰγύπτῳ, 2αν Α κυρίου ὁδοῦ 3 μ. μ. διὰ Βόλον, Χαλκίδα καὶ Πειραιᾶ. bbox=[1361, 891, 1569, 956]
article-paragraph: ἐν αὐτῷ Ἐκκλησίας μεγάλης ἔνθεν τοῦ μεταστάντος Πατριάρχου μος Ἰωακεὶμ τοῦ Γ᾽ καὶ ὡς ἐν δράματι διὰ τῶν ὀμμάτων τῆς ψυχῆς, συνοδευόμενον αὐτὸν ὑπὸ τῶν ἀγγέλων εἰς τὰ οὐράνια σκηνώματα, εὐχόμενοι πάντες ὅπως ἡ θεία χάρις φωτίσῃ καὶ κατευθύνῃ τὰ βήματα τοῦ διαδόχου αὐτοῦ εἰς τὴν ὁδὸν τῆς σωτηρίας καὶ τῆς δόξης τοῦ Γένους. Ἡ πρὸς τὸν μεγάλον τοῦτον ἐπὶ τῆς γῆς ποιμένα ὑπόληψις καὶ εὐγνωμοσύνη τῶν τέκνων αὐτοῦ ὑπάρχει ἀμέτρητος, ἐν τῷ θλίβεσθαι αὐτὸν στερηθέντα ὑπὸ τῆς ἀπειρομεγέθους ἀγάπης αὐτοῦ ἐπεσώρευσεν ἐν ἡμῖν τὴν ἐπιθυμίαν τοῦ μακαρισμοῦ αὐτοῦ παρὰ τῷ ὑψίστῳ. bbox=[324, 49, 594, 371]
advert-subtitle: ΤΟΥ ΕΛΛΗΝΙΚΟΥ ΕΠΙΤΕΛΕΙΟΥ bbox=[1085, 1214, 1344, 1267]
price-line: 11 2 ΡΕΓΓΕΣ 10 ΛΕΠΤΑ ΜΟΝΟΝ 11 bbox=[1383, 1612, 1547, 1651]
article-paragraph: Ἡ «Μακεδονία», καίτοι γνω- bbox=[610, 1728, 802, 1760]
article-paragraph: Τὸ δεύτερον μέρος τῆς πομπῆς ἀπετελεῖτο ἐκ τῶν μαθητῶν τῶν σχολῶν τῆς πόλεως μετὰ τῶν διδασκάλων αὐτῶν, τῶν σωματείων, ἑταιριῶν καὶ συλλόγων μετὰ τῶν σημαιῶν καὶ τῶν ἐμβλημάτων αὐτῶν, ἀκολουθούμενον ὑπὸ μεγάλου πλήθους λαοῦ. Κατόπιν οἱ ὀφφικιάλοι ἱερεῖς καὶ οἱ διάκονοι κρατοῦντες λαμπάδας ἀνημμένας. bbox=[324, 649, 594, 827]
article-paragraph: Ἡ Γαλλία δὲν προτίθεται νὰ θυσιάσῃ τὰ συμφέροντα της. Εἶμεθα δὲ οἱ σπουδαιότεροι πιστωταὶ τῆς Τουρκίας. Ἀπαραίτητον λοιπὸν εἶναι νὰ καθορισθῇ τὸ ποσοστὸν τοῦ δημοσίου Ὀθωμ. Χρέους, τὸ ὁποῖον θ᾽ ἀναλάβη ἕκαστον τῶν βαλκανικῶν Κρατῶν. Αἱ Δυνάμεις ἔχουσιν ἤδη ὑπ᾽ ὄψιν τὸ ζήτημα τοῦ Δημοσίου Ὀθωμ. Χρέους ἥτις καὶ τὸ Μονοπώλιον τῶν Καπνῶν καὶ ἄλλα ἰδρύματα καὶ ἄλλαι παραχωρήσεις ἐκ τῶν ὁποίων ἐξαρτῶνται γαλλικὰ συμφέροντα. bbox=[1085, 321, 1344, 571]
article-paragraph: Δυνάμεων θ᾽ ἐπεισέρχω τὰς ἀπαιτήσεις ἀπὸ τῶν βαλκανικῶν Κρατῶν τοὺς καρποὺς τῆς νίκης των. bbox=[1085, 49, 1344, 101]
section-heading: — ΔΙΑΚΑΝΟΝΙΣΙΣ ΤΩΝ ΔΙΕΚΔΙΚΗΣΕΩΝ bbox=[1085, 578, 1344, 620]
doctor-label: Ο ΙΑΤΡΟΣ bbox=[1360, 994, 1420, 1009]
article-paragraph: Αἱ Μεγ. Δυνάμεις ἠσχολοῦντο πάντοτε εἰς εὕρεσιν τρόπου ἀναχαιτίσεως τῶν ἐχθροπραξιῶν, ταχέως δὲ αὐτῶν τὸ πλεῖστον πρὸς τὴν εἰρήνην ἐπεχείρησαν καθ᾽ ἣν ὥραν ἐνεφανίσθη ἡ ἀνάγκη τῆς ἐπεμβάσεως. bbox=[818, 1365, 1069, 1489]
doctor-line: Ὀρροδιαγνωστικὴ Βασσέρμαν—Δούργκερ καὶ Βιδάλ. bbox=[1379, 1230, 1551, 1261]
